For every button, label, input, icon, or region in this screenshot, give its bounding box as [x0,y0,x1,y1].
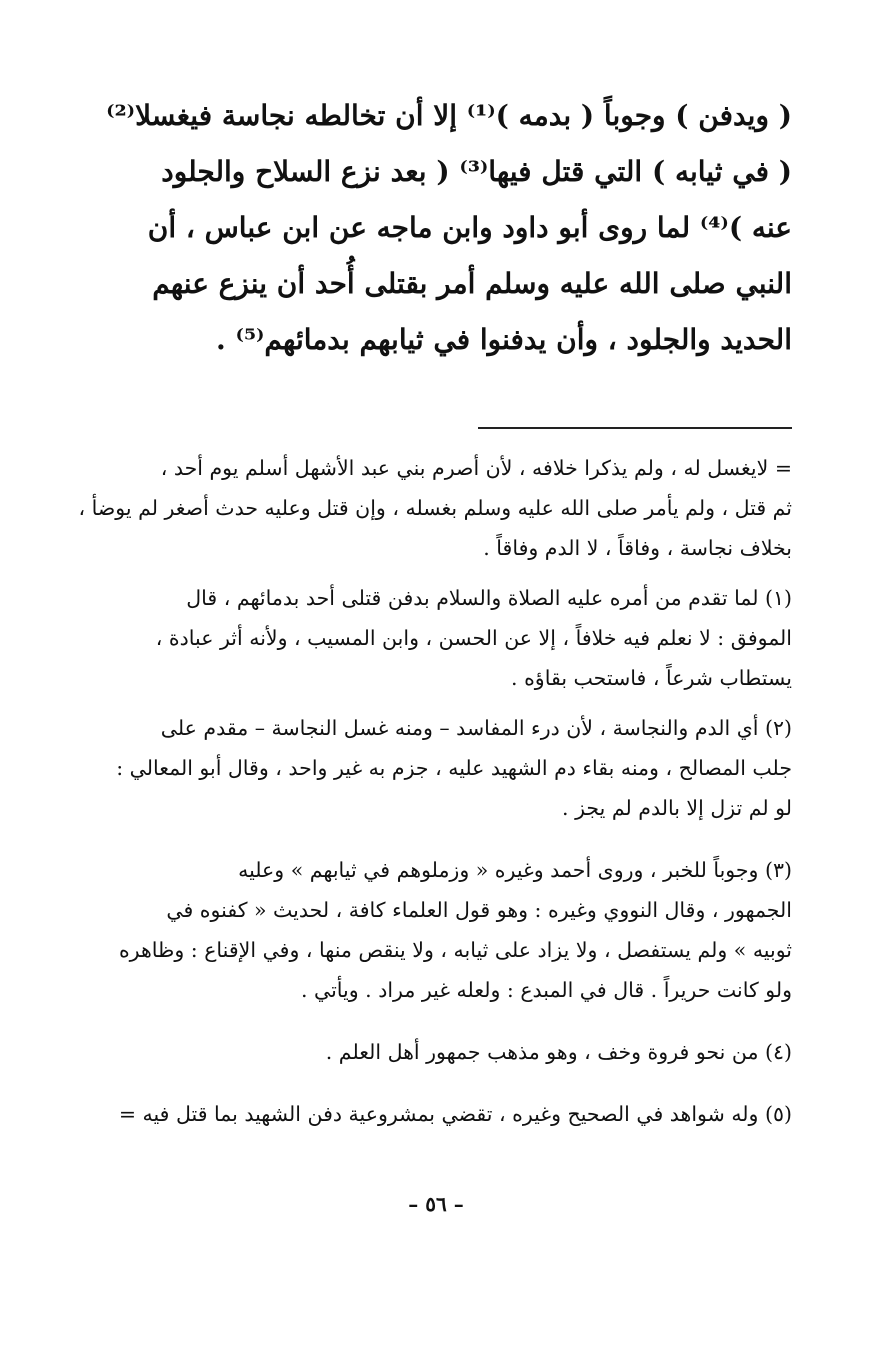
footnote-line: لو لم تزل إلا بالدم لم يجز . [562,796,792,820]
footnotes [72,448,792,1144]
footnote-1 [72,578,792,698]
footnote-line: (٥) وله شواهد في الصحيح وغيره ، تقضي بمشروعية دفن الشهيد بما قتل فيه = [118,1102,792,1126]
footnote-line: الموفق : لا نعلم فيه خلافاً ، إلا عن الحسن ، وابن المسيب ، ولأنه أثر عبادة ، [155,626,792,650]
page-number: – ٥٦ – [408,1192,464,1216]
footnote-5 [72,1094,792,1134]
footnote-line: (١) لما تقدم من أمره عليه الصلاة والسلام بدفن قتلى أحد بدمائهم ، قال [186,586,792,610]
footnote-line: ثم قتل ، ولم يأمر صلى الله عليه وسلم بغسله ، وإن قتل وعليه حدث أصغر لم يوضأ ، [78,496,792,520]
main-text-line: عنه )⁽⁴⁾ لما روى أبو داود وابن ماجه عن ابن عباس ، أن [147,211,792,244]
main-text-line: النبي صلى الله عليه وسلم أمر بقتلى أُحد أن ينزع عنهم [152,267,792,300]
main-text [72,88,792,368]
main-text-line: ( ويدفن ) وجوباً ( بدمه )⁽¹⁾ إلا أن تخالطه نجاسة فيغسلا⁽²⁾ [106,99,792,132]
footnote-line: ولو كانت حريراً . قال في المبدع : ولعله غير مراد . ويأتي . [300,978,792,1002]
footnote-continuation [72,448,792,568]
footnote-line: يستطاب شرعاً ، فاستحب بقاؤه . [511,666,792,690]
footnote-line: جلب المصالح ، ومنه بقاء دم الشهيد عليه ، جزم به غير واحد ، وقال أبو المعالي : [116,756,792,780]
footnote-4 [72,1032,792,1072]
main-text-line: الحديد والجلود ، وأن يدفنوا في ثيابهم بدمائهم⁽⁵⁾ . [215,323,792,356]
footnote-line: ثوبيه » ولم يستفصل ، ولا يزاد على ثيابه ، ولا ينقص منها ، وفي الإقناع : وظاهره [118,938,792,962]
footnote-3 [72,850,792,1010]
main-text-line: ( في ثيابه ) التي قتل فيها⁽³⁾ ( بعد نزع السلاح والجلود [161,155,792,188]
footnote-line: بخلاف نجاسة ، وفاقاً ، لا الدم وفاقاً . [483,536,792,560]
footnote-line: الجمهور ، وقال النووي وغيره : وهو قول العلماء كافة ، لحديث « كفنوه في [166,898,792,922]
footnote-line: (٢) أي الدم والنجاسة ، لأن درء المفاسد – ومنه غسل النجاسة – مقدم على [160,716,792,740]
footnote-2 [72,708,792,828]
footnote-line: = لايغسل له ، ولم يذكرا خلافه ، لأن أصرم بني عبد الأشهل أسلم يوم أحد ، [160,456,792,480]
footnote-line: (٤) من نحو فروة وخف ، وهو مذهب جمهور أهل العلم . [325,1040,792,1064]
footnote-line: (٣) وجوباً للخبر ، وروى أحمد وغيره « وزملوهم في ثيابهم » وعليه [238,858,792,882]
footnote-divider [478,427,792,429]
